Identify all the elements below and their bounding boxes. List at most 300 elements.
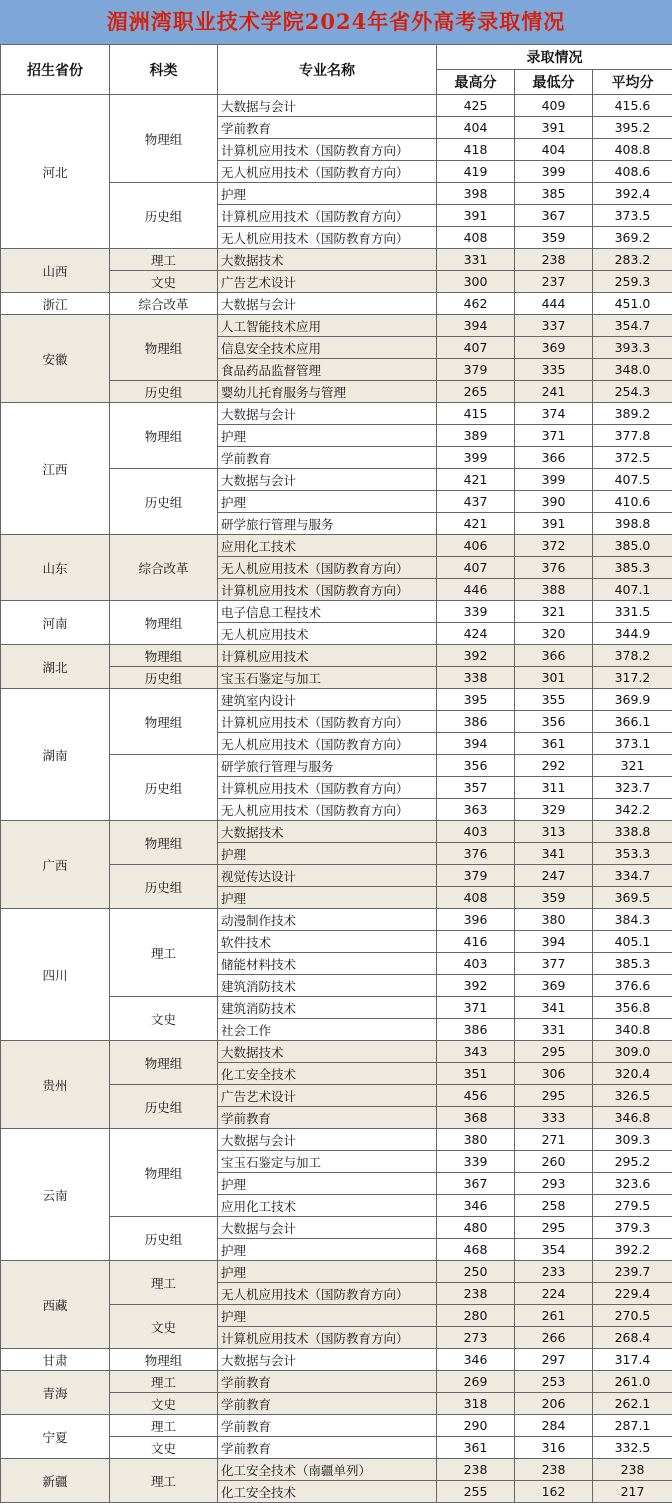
category-cell: 文史 — [110, 271, 218, 293]
avg-score-cell: 389.2 — [593, 403, 672, 425]
max-score-cell: 468 — [437, 1239, 515, 1261]
table-row — [1, 1459, 672, 1481]
major-cell: 学前教育 — [218, 1107, 437, 1129]
min-score-cell: 356 — [515, 711, 593, 733]
province-cell: 山东 — [1, 535, 110, 601]
min-score-cell: 295 — [515, 1217, 593, 1239]
max-score-cell: 407 — [437, 337, 515, 359]
major-cell: 学前教育 — [218, 117, 437, 139]
category-cell: 文史 — [110, 1393, 218, 1415]
min-score-cell: 385 — [515, 183, 593, 205]
avg-score-cell: 376.6 — [593, 975, 672, 997]
avg-score-cell: 410.6 — [593, 491, 672, 513]
min-score-cell: 359 — [515, 887, 593, 909]
min-score-cell: 271 — [515, 1129, 593, 1151]
major-cell: 大数据与会计 — [218, 95, 437, 117]
max-score-cell: 255 — [437, 1481, 515, 1503]
avg-score-cell: 259.3 — [593, 271, 672, 293]
avg-score-cell: 366.1 — [593, 711, 672, 733]
major-cell: 护理 — [218, 1173, 437, 1195]
major-cell: 大数据技术 — [218, 249, 437, 271]
max-score-cell: 273 — [437, 1327, 515, 1349]
major-cell: 无人机应用技术（国防教育方向） — [218, 161, 437, 183]
min-score-cell: 247 — [515, 865, 593, 887]
avg-score-cell: 393.3 — [593, 337, 672, 359]
min-score-cell: 376 — [515, 557, 593, 579]
min-score-cell: 390 — [515, 491, 593, 513]
min-score-cell: 361 — [515, 733, 593, 755]
max-score-cell: 419 — [437, 161, 515, 183]
category-cell: 历史组 — [110, 1085, 218, 1129]
min-score-cell: 391 — [515, 513, 593, 535]
max-score-cell: 250 — [437, 1261, 515, 1283]
major-cell: 化工安全技术 — [218, 1063, 437, 1085]
min-score-cell: 366 — [515, 447, 593, 469]
avg-score-cell: 392.4 — [593, 183, 672, 205]
max-score-cell: 339 — [437, 601, 515, 623]
avg-score-cell: 369.5 — [593, 887, 672, 909]
avg-score-cell: 317.2 — [593, 667, 672, 689]
avg-score-cell: 385.0 — [593, 535, 672, 557]
major-cell: 大数据与会计 — [218, 1129, 437, 1151]
avg-score-cell: 229.4 — [593, 1283, 672, 1305]
category-cell: 综合改革 — [110, 293, 218, 315]
category-cell: 物理组 — [110, 821, 218, 865]
min-score-cell: 313 — [515, 821, 593, 843]
major-cell: 大数据与会计 — [218, 1217, 437, 1239]
min-score-cell: 293 — [515, 1173, 593, 1195]
max-score-cell: 391 — [437, 205, 515, 227]
category-cell: 历史组 — [110, 1217, 218, 1261]
major-cell: 储能材料技术 — [218, 953, 437, 975]
major-cell: 护理 — [218, 1261, 437, 1283]
min-score-cell: 237 — [515, 271, 593, 293]
max-score-cell: 424 — [437, 623, 515, 645]
category-cell: 历史组 — [110, 865, 218, 909]
avg-score-cell: 407.5 — [593, 469, 672, 491]
table-row — [1, 1041, 672, 1063]
avg-score-cell: 353.3 — [593, 843, 672, 865]
max-score-cell: 462 — [437, 293, 515, 315]
province-cell: 河北 — [1, 95, 110, 249]
major-cell: 食品药品监督管理 — [218, 359, 437, 381]
min-score-cell: 295 — [515, 1085, 593, 1107]
max-score-cell: 415 — [437, 403, 515, 425]
category-cell: 理工 — [110, 1459, 218, 1503]
min-score-cell: 224 — [515, 1283, 593, 1305]
max-score-cell: 395 — [437, 689, 515, 711]
avg-score-cell: 384.3 — [593, 909, 672, 931]
min-score-cell: 399 — [515, 161, 593, 183]
min-score-cell: 241 — [515, 381, 593, 403]
min-score-cell: 261 — [515, 1305, 593, 1327]
min-score-cell: 316 — [515, 1437, 593, 1459]
min-score-cell: 333 — [515, 1107, 593, 1129]
max-score-cell: 363 — [437, 799, 515, 821]
table-row — [1, 95, 672, 117]
major-cell: 无人机应用技术（国防教育方向） — [218, 733, 437, 755]
table-row — [1, 1415, 672, 1437]
major-cell: 大数据技术 — [218, 821, 437, 843]
max-score-cell: 351 — [437, 1063, 515, 1085]
avg-score-cell: 238 — [593, 1459, 672, 1481]
avg-score-cell: 346.8 — [593, 1107, 672, 1129]
province-cell: 浙江 — [1, 293, 110, 315]
max-score-cell: 425 — [437, 95, 515, 117]
avg-score-cell: 385.3 — [593, 953, 672, 975]
min-score-cell: 369 — [515, 337, 593, 359]
major-cell: 动漫制作技术 — [218, 909, 437, 931]
max-score-cell: 356 — [437, 755, 515, 777]
avg-score-cell: 408.8 — [593, 139, 672, 161]
avg-score-cell: 377.8 — [593, 425, 672, 447]
max-score-cell: 357 — [437, 777, 515, 799]
max-score-cell: 403 — [437, 821, 515, 843]
min-score-cell: 404 — [515, 139, 593, 161]
major-cell: 学前教育 — [218, 1371, 437, 1393]
table-row — [1, 601, 672, 623]
category-cell: 理工 — [110, 909, 218, 997]
avg-score-cell: 373.5 — [593, 205, 672, 227]
province-cell: 甘肃 — [1, 1349, 110, 1371]
avg-score-cell: 317.4 — [593, 1349, 672, 1371]
avg-score-cell: 354.7 — [593, 315, 672, 337]
major-cell: 学前教育 — [218, 1415, 437, 1437]
min-score-cell: 409 — [515, 95, 593, 117]
major-cell: 大数据技术 — [218, 1041, 437, 1063]
min-score-cell: 355 — [515, 689, 593, 711]
header-major: 专业名称 — [218, 45, 437, 95]
max-score-cell: 408 — [437, 227, 515, 249]
major-cell: 软件技术 — [218, 931, 437, 953]
avg-score-cell: 326.5 — [593, 1085, 672, 1107]
min-score-cell: 388 — [515, 579, 593, 601]
major-cell: 计算机应用技术（国防教育方向） — [218, 579, 437, 601]
min-score-cell: 306 — [515, 1063, 593, 1085]
major-cell: 大数据与会计 — [218, 293, 437, 315]
avg-score-cell: 287.1 — [593, 1415, 672, 1437]
major-cell: 应用化工技术 — [218, 535, 437, 557]
avg-score-cell: 323.7 — [593, 777, 672, 799]
province-cell: 宁夏 — [1, 1415, 110, 1459]
max-score-cell: 290 — [437, 1415, 515, 1437]
max-score-cell: 338 — [437, 667, 515, 689]
min-score-cell: 321 — [515, 601, 593, 623]
avg-score-cell: 415.6 — [593, 95, 672, 117]
page-title: 湄洲湾职业技术学院2024年省外高考录取情况 — [0, 0, 672, 44]
table-row — [1, 315, 672, 337]
major-cell: 计算机应用技术（国防教育方向） — [218, 711, 437, 733]
max-score-cell: 371 — [437, 997, 515, 1019]
avg-score-cell: 392.2 — [593, 1239, 672, 1261]
min-score-cell: 311 — [515, 777, 593, 799]
major-cell: 广告艺术设计 — [218, 271, 437, 293]
min-score-cell: 266 — [515, 1327, 593, 1349]
major-cell: 无人机应用技术（国防教育方向） — [218, 557, 437, 579]
category-cell: 文史 — [110, 1305, 218, 1349]
avg-score-cell: 408.6 — [593, 161, 672, 183]
header-category: 科类 — [110, 45, 218, 95]
major-cell: 社会工作 — [218, 1019, 437, 1041]
category-cell: 文史 — [110, 997, 218, 1041]
min-score-cell: 331 — [515, 1019, 593, 1041]
avg-score-cell: 309.3 — [593, 1129, 672, 1151]
category-cell: 物理组 — [110, 315, 218, 381]
category-cell: 历史组 — [110, 755, 218, 821]
major-cell: 学前教育 — [218, 1393, 437, 1415]
max-score-cell: 238 — [437, 1459, 515, 1481]
major-cell: 大数据与会计 — [218, 469, 437, 491]
avg-score-cell: 372.5 — [593, 447, 672, 469]
major-cell: 信息安全技术应用 — [218, 337, 437, 359]
category-cell: 物理组 — [110, 95, 218, 183]
min-score-cell: 366 — [515, 645, 593, 667]
major-cell: 建筑消防技术 — [218, 975, 437, 997]
avg-score-cell: 451.0 — [593, 293, 672, 315]
avg-score-cell: 217 — [593, 1481, 672, 1503]
max-score-cell: 437 — [437, 491, 515, 513]
major-cell: 护理 — [218, 1305, 437, 1327]
major-cell: 计算机应用技术（国防教育方向） — [218, 777, 437, 799]
min-score-cell: 391 — [515, 117, 593, 139]
avg-score-cell: 405.1 — [593, 931, 672, 953]
major-cell: 宝玉石鉴定与加工 — [218, 667, 437, 689]
avg-score-cell: 340.8 — [593, 1019, 672, 1041]
min-score-cell: 301 — [515, 667, 593, 689]
max-score-cell: 346 — [437, 1195, 515, 1217]
province-cell: 贵州 — [1, 1041, 110, 1129]
major-cell: 化工安全技术（南疆单列） — [218, 1459, 437, 1481]
admission-table — [0, 44, 672, 1503]
major-cell: 研学旅行管理与服务 — [218, 755, 437, 777]
max-score-cell: 379 — [437, 865, 515, 887]
table-row — [1, 293, 672, 315]
max-score-cell: 399 — [437, 447, 515, 469]
category-cell: 物理组 — [110, 645, 218, 667]
province-cell: 四川 — [1, 909, 110, 1041]
min-score-cell: 372 — [515, 535, 593, 557]
max-score-cell: 386 — [437, 1019, 515, 1041]
category-cell: 物理组 — [110, 601, 218, 645]
table-row — [1, 249, 672, 271]
province-cell: 广西 — [1, 821, 110, 909]
avg-score-cell: 262.1 — [593, 1393, 672, 1415]
province-cell: 河南 — [1, 601, 110, 645]
max-score-cell: 394 — [437, 733, 515, 755]
category-cell: 综合改革 — [110, 535, 218, 601]
max-score-cell: 379 — [437, 359, 515, 381]
avg-score-cell: 385.3 — [593, 557, 672, 579]
max-score-cell: 269 — [437, 1371, 515, 1393]
max-score-cell: 406 — [437, 535, 515, 557]
max-score-cell: 380 — [437, 1129, 515, 1151]
min-score-cell: 444 — [515, 293, 593, 315]
header-max: 最高分 — [437, 70, 515, 95]
major-cell: 无人机应用技术（国防教育方向） — [218, 227, 437, 249]
min-score-cell: 297 — [515, 1349, 593, 1371]
avg-score-cell: 323.6 — [593, 1173, 672, 1195]
max-score-cell: 361 — [437, 1437, 515, 1459]
min-score-cell: 292 — [515, 755, 593, 777]
avg-score-cell: 378.2 — [593, 645, 672, 667]
avg-score-cell: 321 — [593, 755, 672, 777]
max-score-cell: 421 — [437, 513, 515, 535]
category-cell: 理工 — [110, 1415, 218, 1437]
header-avg: 平均分 — [593, 70, 672, 95]
table-row — [1, 403, 672, 425]
min-score-cell: 359 — [515, 227, 593, 249]
major-cell: 建筑室内设计 — [218, 689, 437, 711]
max-score-cell: 389 — [437, 425, 515, 447]
max-score-cell: 421 — [437, 469, 515, 491]
major-cell: 人工智能技术应用 — [218, 315, 437, 337]
min-score-cell: 284 — [515, 1415, 593, 1437]
major-cell: 计算机应用技术（国防教育方向） — [218, 1327, 437, 1349]
avg-score-cell: 398.8 — [593, 513, 672, 535]
major-cell: 学前教育 — [218, 447, 437, 469]
table-row — [1, 821, 672, 843]
avg-score-cell: 373.1 — [593, 733, 672, 755]
major-cell: 婴幼儿托育服务与管理 — [218, 381, 437, 403]
province-cell: 山西 — [1, 249, 110, 293]
table-row — [1, 1349, 672, 1371]
max-score-cell: 446 — [437, 579, 515, 601]
min-score-cell: 374 — [515, 403, 593, 425]
province-cell: 湖北 — [1, 645, 110, 689]
avg-score-cell: 379.3 — [593, 1217, 672, 1239]
avg-score-cell: 261.0 — [593, 1371, 672, 1393]
category-cell: 物理组 — [110, 1349, 218, 1371]
major-cell: 电子信息工程技术 — [218, 601, 437, 623]
min-score-cell: 238 — [515, 249, 593, 271]
max-score-cell: 480 — [437, 1217, 515, 1239]
major-cell: 大数据与会计 — [218, 403, 437, 425]
category-cell: 理工 — [110, 249, 218, 271]
major-cell: 无人机应用技术（国防教育方向） — [218, 799, 437, 821]
category-cell: 物理组 — [110, 689, 218, 755]
table-row — [1, 1261, 672, 1283]
major-cell: 化工安全技术 — [218, 1481, 437, 1503]
major-cell: 计算机应用技术（国防教育方向） — [218, 205, 437, 227]
max-score-cell: 398 — [437, 183, 515, 205]
min-score-cell: 329 — [515, 799, 593, 821]
max-score-cell: 265 — [437, 381, 515, 403]
category-cell: 文史 — [110, 1437, 218, 1459]
avg-score-cell: 268.4 — [593, 1327, 672, 1349]
max-score-cell: 394 — [437, 315, 515, 337]
max-score-cell: 403 — [437, 953, 515, 975]
table-body — [1, 95, 672, 1503]
major-cell: 无人机应用技术 — [218, 623, 437, 645]
major-cell: 研学旅行管理与服务 — [218, 513, 437, 535]
avg-score-cell: 369.9 — [593, 689, 672, 711]
major-cell: 大数据与会计 — [218, 1349, 437, 1371]
major-cell: 广告艺术设计 — [218, 1085, 437, 1107]
category-cell: 理工 — [110, 1371, 218, 1393]
min-score-cell: 367 — [515, 205, 593, 227]
avg-score-cell: 334.7 — [593, 865, 672, 887]
major-cell: 应用化工技术 — [218, 1195, 437, 1217]
avg-score-cell: 332.5 — [593, 1437, 672, 1459]
min-score-cell: 335 — [515, 359, 593, 381]
avg-score-cell: 407.1 — [593, 579, 672, 601]
avg-score-cell: 239.7 — [593, 1261, 672, 1283]
max-score-cell: 456 — [437, 1085, 515, 1107]
max-score-cell: 300 — [437, 271, 515, 293]
max-score-cell: 368 — [437, 1107, 515, 1129]
category-cell: 物理组 — [110, 403, 218, 469]
min-score-cell: 369 — [515, 975, 593, 997]
max-score-cell: 280 — [437, 1305, 515, 1327]
major-cell: 护理 — [218, 183, 437, 205]
min-score-cell: 260 — [515, 1151, 593, 1173]
province-cell: 江西 — [1, 403, 110, 535]
category-cell: 历史组 — [110, 469, 218, 535]
min-score-cell: 320 — [515, 623, 593, 645]
province-cell: 安徽 — [1, 315, 110, 403]
max-score-cell: 392 — [437, 975, 515, 997]
avg-score-cell: 270.5 — [593, 1305, 672, 1327]
max-score-cell: 343 — [437, 1041, 515, 1063]
province-cell: 青海 — [1, 1371, 110, 1415]
min-score-cell: 371 — [515, 425, 593, 447]
min-score-cell: 341 — [515, 843, 593, 865]
major-cell: 建筑消防技术 — [218, 997, 437, 1019]
min-score-cell: 380 — [515, 909, 593, 931]
province-cell: 西藏 — [1, 1261, 110, 1349]
category-cell: 历史组 — [110, 667, 218, 689]
major-cell: 护理 — [218, 887, 437, 909]
header-admission: 录取情况 — [437, 45, 672, 70]
avg-score-cell: 344.9 — [593, 623, 672, 645]
max-score-cell: 416 — [437, 931, 515, 953]
major-cell: 视觉传达设计 — [218, 865, 437, 887]
avg-score-cell: 283.2 — [593, 249, 672, 271]
major-cell: 学前教育 — [218, 1437, 437, 1459]
avg-score-cell: 338.8 — [593, 821, 672, 843]
avg-score-cell: 342.2 — [593, 799, 672, 821]
table-row — [1, 535, 672, 557]
avg-score-cell: 309.0 — [593, 1041, 672, 1063]
category-cell: 物理组 — [110, 1129, 218, 1217]
avg-score-cell: 295.2 — [593, 1151, 672, 1173]
min-score-cell: 341 — [515, 997, 593, 1019]
max-score-cell: 396 — [437, 909, 515, 931]
max-score-cell: 407 — [437, 557, 515, 579]
province-cell: 新疆 — [1, 1459, 110, 1503]
max-score-cell: 376 — [437, 843, 515, 865]
min-score-cell: 399 — [515, 469, 593, 491]
min-score-cell: 258 — [515, 1195, 593, 1217]
major-cell: 计算机应用技术 — [218, 645, 437, 667]
major-cell: 护理 — [218, 491, 437, 513]
max-score-cell: 392 — [437, 645, 515, 667]
table-row — [1, 1371, 672, 1393]
avg-score-cell: 254.3 — [593, 381, 672, 403]
avg-score-cell: 395.2 — [593, 117, 672, 139]
major-cell: 护理 — [218, 843, 437, 865]
avg-score-cell: 369.2 — [593, 227, 672, 249]
category-cell: 物理组 — [110, 1041, 218, 1085]
min-score-cell: 238 — [515, 1459, 593, 1481]
max-score-cell: 318 — [437, 1393, 515, 1415]
max-score-cell: 331 — [437, 249, 515, 271]
max-score-cell: 386 — [437, 711, 515, 733]
min-score-cell: 233 — [515, 1261, 593, 1283]
table-row — [1, 689, 672, 711]
min-score-cell: 337 — [515, 315, 593, 337]
major-cell: 计算机应用技术（国防教育方向） — [218, 139, 437, 161]
